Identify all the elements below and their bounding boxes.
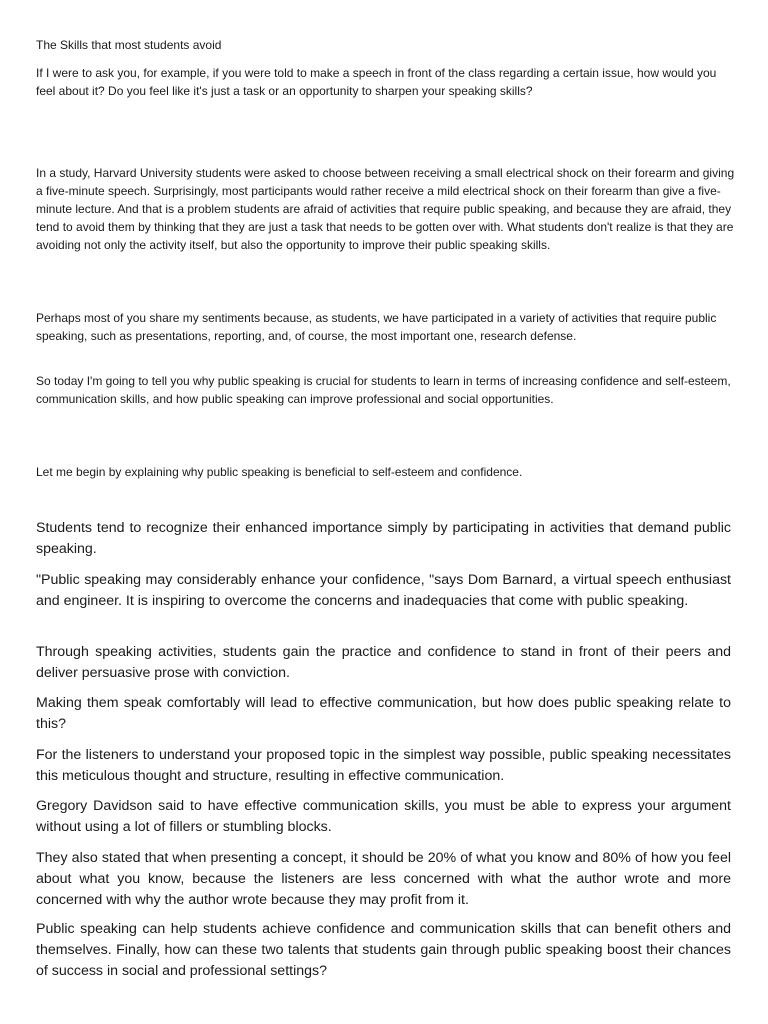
paragraph-barnard-quote: "Public speaking may considerably enhance your confidence, "says Dom Barnard, a virtual speech enthusiast and engineer. It is inspiring to overcome the concerns and inadequacies that come with public speaking. bbox=[36, 572, 731, 609]
paragraph-enhanced-importance: Students tend to recognize their enhanced importance simply by participating in activities that demand public speaking. bbox=[36, 520, 731, 557]
paragraph-speaking-activities: Through speaking activities, students gain the practice and confidence to stand in front of their peers and deliver persuasive prose with conviction. bbox=[36, 644, 731, 681]
paragraph-harvard-study: In a study, Harvard University students were asked to choose between receiving a small electrical shock on their forearm and giving a five-minute speech. Surprisingly, most participants would rather receive a mild electrical shock on their forearm than give a five-minute lecture. And that is a problem students are afraid of activities that require public speaking, and because they are afraid, they tend to avoid them by thinking that they are just a task that needs to be gotten over with. What students don't realize is that they are avoiding not only the activity itself, but also the opportunity to improve their public speaking skills. bbox=[36, 166, 735, 252]
paragraph-transition: Let me begin by explaining why public speaking is beneficial to self-esteem and confidence. bbox=[36, 465, 523, 479]
paragraph-davidson: Gregory Davidson said to have effective communication skills, you must be able to express your argument without using a lot of fillers or stumbling blocks. bbox=[36, 798, 731, 835]
paragraph-thesis: So today I'm going to tell you why public speaking is crucial for students to learn in terms of increasing confidence and self-esteem, communication skills, and how public speaking can improve professional and social opportunities. bbox=[36, 374, 731, 406]
paragraph-twenty-eighty: They also stated that when presenting a concept, it should be 20% of what you know and 80% of how you feel about what you know, because the listeners are less concerned with what the author wrote and more concerned with why the author wrote because they may profit from it. bbox=[36, 850, 731, 908]
paragraph-shared-sentiments: Perhaps most of you share my sentiments because, as students, we have participated in a variety of activities that require public speaking, such as presentations, reporting, and, of course, the most important one, research defense. bbox=[36, 311, 717, 343]
paragraph-effective-communication: Making them speak comfortably will lead to effective communication, but how does public speaking relate to this? bbox=[36, 695, 731, 732]
paragraph-listeners-understand: For the listeners to understand your proposed topic in the simplest way possible, public speaking necessitates this meticulous thought and structure, resulting in effective communication. bbox=[36, 747, 731, 784]
document-title: The Skills that most students avoid bbox=[36, 38, 222, 52]
paragraph-conclusion: Public speaking can help students achieve confidence and communication skills that can benefit others and themselves. Finally, how can these two talents that students gain through public speaking boost their chances of success in social and professional settings? bbox=[36, 921, 731, 979]
paragraph-intro-question: If I were to ask you, for example, if you were told to make a speech in front of the class regarding a certain issue, how would you feel about it? Do you feel like it's just a task or an opportunity to sharpen your speaking skills? bbox=[36, 66, 717, 98]
